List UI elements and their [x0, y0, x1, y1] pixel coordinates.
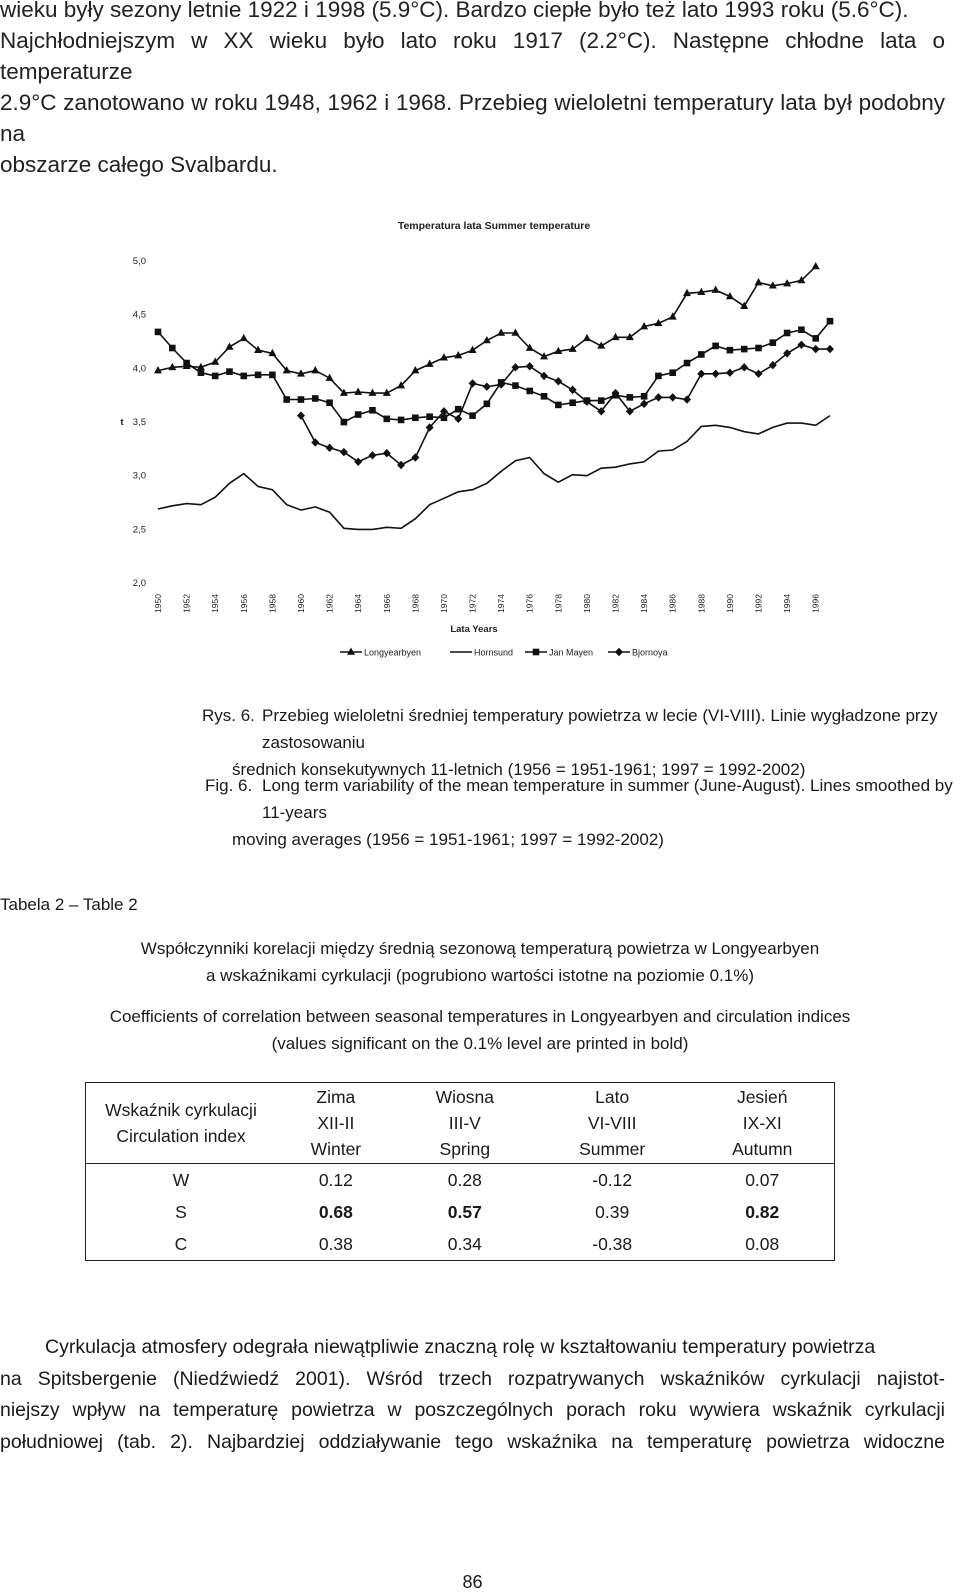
data-point-diamond	[311, 438, 319, 446]
x-axis-label: Lata Years	[450, 624, 498, 635]
x-tick-label: 1960	[295, 594, 306, 613]
data-point-square	[469, 412, 476, 419]
data-point-square	[240, 373, 247, 380]
header-index-pl: Wskaźnik cyrkulacji	[105, 1100, 257, 1120]
data-point-diamond	[669, 393, 677, 401]
body-line: południowej (tab. 2). Najbardziej oddziaływanie tego wskaźnika na temperaturę powietrza widoczne	[0, 1430, 945, 1453]
intro-line: 2.9°C zanotowano w roku 1948, 1962 i 1968. Przebieg wieloletni temperatury lata był podobny na	[0, 90, 945, 146]
data-point-diamond	[826, 345, 834, 353]
table-title-pl	[0, 935, 960, 989]
data-point-diamond	[740, 363, 748, 371]
data-point-square	[398, 417, 405, 424]
series-line-hornsund	[158, 416, 830, 530]
y-tick-label: 4,5	[132, 309, 146, 321]
figure-caption-pl	[0, 702, 960, 783]
x-tick-label: 1972	[467, 594, 478, 613]
data-point-square	[812, 335, 819, 342]
x-tick-label: 1990	[724, 594, 735, 613]
header-index-en: Circulation index	[116, 1126, 246, 1146]
data-point-square	[298, 396, 305, 403]
y-tick-label: 2,0	[132, 578, 146, 589]
caption-line: Przebieg wieloletni średniej temperatury powietrza w lecie (VI-VIII). Linie wygładzone przy zastosowaniu	[262, 706, 938, 752]
intro-line: Najchłodniejszym w XX wieku było lato roku 1917 (2.2°C). Następne chłodne lata o temperaturze	[0, 28, 945, 84]
header-spring	[396, 1083, 534, 1164]
data-point-square	[727, 347, 734, 354]
data-point-square	[641, 393, 648, 400]
data-point-diamond	[526, 362, 534, 370]
page-number: 86	[462, 1572, 483, 1592]
value-cell: 0.57	[447, 1201, 482, 1222]
data-point-diamond	[354, 458, 362, 466]
data-point-square	[269, 372, 276, 379]
legend-label: Bjornoya	[632, 647, 668, 658]
data-point-square	[827, 318, 834, 325]
value-cell: 0.38	[318, 1233, 353, 1254]
index-cell: W	[172, 1169, 190, 1190]
caption-line: średnich konsekutywnych 11-letnich (1956 = 1951-1961; 1997 = 1992-2002)	[232, 760, 806, 779]
value-cell: 0.12	[318, 1169, 353, 1190]
x-tick-label: 1956	[238, 594, 249, 613]
body-paragraph	[0, 1332, 945, 1458]
data-point-square	[555, 402, 562, 409]
legend-marker-triangle	[347, 648, 355, 655]
data-point-diamond	[683, 395, 691, 403]
y-tick-label: 5,0	[132, 256, 146, 267]
x-tick-label: 1992	[753, 594, 764, 613]
data-point-triangle	[755, 278, 763, 285]
body-line: Cyrkulacja atmosfery odegrała niewątpliwie znaczną rolę w kształtowaniu temperatury powietrza	[45, 1336, 876, 1358]
x-tick-label: 1968	[410, 594, 421, 613]
x-tick-label: 1952	[181, 594, 192, 613]
season-months: XII-II	[317, 1113, 355, 1133]
intro-paragraph	[0, 0, 945, 180]
data-point-diamond	[554, 377, 562, 385]
header-index	[86, 1083, 277, 1164]
data-point-square	[326, 399, 333, 406]
x-tick-label: 1986	[667, 594, 678, 613]
data-point-diamond	[454, 415, 462, 423]
body-line: na Spitsbergenie (Niedźwiedź 2001). Wśród trzech rozpatrywanych wskaźników cyrkulacji najistot-	[0, 1367, 945, 1390]
x-tick-label: 1980	[581, 594, 592, 613]
season-pl: Lato	[595, 1087, 630, 1107]
series-line-bjornoya	[301, 345, 830, 465]
season-pl: Jesień	[736, 1087, 788, 1107]
data-point-square	[255, 372, 262, 379]
data-point-diamond	[712, 370, 720, 378]
x-tick-label: 1970	[438, 594, 449, 613]
season-months: IX-XI	[742, 1113, 782, 1133]
data-point-square	[312, 395, 319, 402]
season-en: Autumn	[732, 1139, 793, 1159]
data-point-square	[755, 345, 762, 352]
x-tick-label: 1958	[267, 594, 278, 613]
table-title-line: a wskaźnikami cyrkulacji (pogrubiono wartości istotne na poziomie 0.1%)	[205, 966, 755, 985]
data-point-square	[741, 346, 748, 353]
correlation-table	[85, 1082, 835, 1261]
data-point-square	[512, 382, 519, 389]
figure-caption-en	[0, 772, 960, 853]
x-tick-label: 1988	[696, 594, 707, 613]
data-point-square	[283, 396, 290, 403]
data-point-square	[369, 407, 376, 414]
value-cell: 0.08	[745, 1233, 780, 1254]
data-point-triangle	[497, 328, 505, 335]
season-en: Spring	[439, 1139, 491, 1159]
body-line: niejszy wpływ na temperaturę powietrza w poszczególnych porach roku wywiera wskaźnik cyrkulacji	[0, 1399, 945, 1421]
y-tick-label: 4,0	[132, 363, 146, 375]
summer-temperature-chart	[100, 205, 860, 685]
x-tick-label: 1964	[353, 594, 364, 613]
x-tick-label: 1994	[782, 594, 793, 613]
caption-line: Long term variability of the mean temperature in summer (June-August). Lines smoothed by 11-years	[262, 776, 953, 822]
y-tick-label: 3,0	[132, 470, 146, 482]
data-point-diamond	[411, 453, 419, 461]
data-point-square	[627, 394, 634, 401]
data-point-diamond	[697, 370, 705, 378]
table-row	[86, 1228, 835, 1261]
data-point-square	[698, 351, 705, 358]
legend-marker-diamond	[615, 648, 623, 656]
data-point-square	[412, 414, 419, 421]
season-months: VI-VIII	[587, 1113, 637, 1133]
table-title-line: Coefficients of correlation between seasonal temperatures in Longyearbyen and circulation indices	[109, 1007, 851, 1026]
chart-title: Temperatura lata Summer temperature	[397, 220, 591, 232]
y-tick-label: 2,5	[132, 524, 146, 536]
data-point-square	[226, 368, 233, 375]
data-point-square	[155, 329, 162, 336]
data-point-square	[426, 413, 433, 420]
value-cell: 0.68	[318, 1201, 353, 1222]
value-cell: -0.12	[592, 1169, 633, 1190]
intro-line: obszarze całego Svalbardu.	[0, 152, 278, 177]
y-axis-label: t	[120, 417, 124, 428]
figure-label-en: Fig. 6.	[205, 776, 253, 795]
table-title-line: Współczynniki korelacji między średnią sezonową temperaturą powietrza w Longyearbyen	[140, 939, 820, 958]
header-summer	[534, 1083, 691, 1164]
legend-label: Longyearbyen	[364, 647, 422, 658]
data-point-diamond	[340, 448, 348, 456]
x-tick-label: 1978	[553, 594, 564, 613]
x-tick-label: 1996	[810, 594, 821, 613]
value-cell: 0.28	[447, 1169, 482, 1190]
data-point-diamond	[483, 382, 491, 390]
data-point-diamond	[640, 400, 648, 408]
season-en: Summer	[579, 1139, 646, 1159]
data-point-diamond	[812, 345, 820, 353]
data-point-triangle	[469, 346, 477, 353]
value-cell: 0.39	[595, 1201, 630, 1222]
table-header-row	[86, 1083, 835, 1164]
x-tick-label: 1976	[524, 594, 535, 613]
index-cell: C	[174, 1233, 188, 1254]
data-point-square	[212, 373, 219, 380]
value-cell: 0.82	[745, 1201, 780, 1222]
table-title-en	[0, 1003, 960, 1057]
data-point-square	[355, 411, 362, 418]
data-point-diamond	[726, 369, 734, 377]
value-cell: 0.34	[447, 1233, 482, 1254]
data-point-square	[484, 401, 491, 408]
season-pl: Zima	[316, 1087, 356, 1107]
data-point-square	[655, 373, 662, 380]
data-point-triangle	[240, 334, 248, 341]
x-tick-label: 1982	[610, 594, 621, 613]
data-point-square	[183, 360, 190, 367]
data-point-diamond	[297, 411, 305, 419]
data-point-triangle	[626, 333, 634, 340]
data-point-triangle	[511, 328, 519, 335]
intro-line: wieku były sezony letnie 1922 i 1998 (5.9°C). Bardzo ciepłe było też lato 1993 roku (5.6°C).	[0, 0, 909, 22]
legend-marker-square	[533, 649, 540, 656]
data-point-square	[598, 397, 605, 404]
data-point-square	[198, 369, 205, 376]
x-tick-label: 1966	[381, 594, 392, 613]
legend-label: Hornsund	[474, 647, 514, 658]
x-tick-label: 1950	[153, 594, 163, 613]
x-tick-label: 1954	[210, 594, 221, 613]
data-point-triangle	[354, 388, 362, 395]
data-point-square	[541, 393, 548, 400]
table-title-line: (values significant on the 0.1% level are printed in bold)	[271, 1034, 689, 1053]
value-cell: 0.07	[745, 1169, 780, 1190]
data-point-diamond	[326, 444, 334, 452]
x-tick-label: 1984	[639, 594, 650, 613]
figure-label-pl: Rys. 6.	[202, 706, 255, 725]
data-point-square	[712, 343, 719, 350]
season-months: III-V	[448, 1113, 481, 1133]
data-point-square	[526, 388, 533, 395]
table-label: Tabela 2 – Table 2	[0, 895, 138, 914]
value-cell: -0.38	[592, 1233, 633, 1254]
season-en: Winter	[310, 1139, 362, 1159]
legend-label: Jan Mayen	[549, 647, 594, 658]
data-point-square	[684, 360, 691, 367]
data-point-square	[798, 326, 805, 333]
data-point-diamond	[368, 451, 376, 459]
season-pl: Wiosna	[435, 1087, 494, 1107]
x-tick-label: 1962	[324, 594, 335, 613]
data-point-square	[669, 369, 676, 376]
data-point-triangle	[712, 286, 720, 293]
data-point-square	[341, 419, 348, 426]
data-point-triangle	[583, 334, 591, 341]
y-tick-label: 3,5	[132, 417, 146, 428]
data-point-diamond	[654, 393, 662, 401]
data-point-diamond	[755, 370, 763, 378]
index-cell: S	[175, 1201, 187, 1222]
caption-line: moving averages (1956 = 1951-1961; 1997 = 1992-2002)	[232, 830, 664, 849]
x-tick-label: 1974	[496, 594, 507, 613]
table-row	[86, 1196, 835, 1228]
data-point-triangle	[254, 346, 262, 353]
data-point-diamond	[540, 372, 548, 380]
data-point-triangle	[612, 333, 620, 340]
data-point-square	[169, 345, 176, 352]
data-point-square	[383, 416, 390, 423]
data-point-square	[770, 339, 777, 346]
data-point-square	[569, 399, 576, 406]
header-autumn	[690, 1083, 834, 1164]
data-point-square	[784, 330, 791, 337]
data-point-triangle	[569, 345, 577, 352]
header-winter	[276, 1083, 396, 1164]
data-point-diamond	[469, 379, 477, 387]
data-point-diamond	[797, 341, 805, 349]
data-point-triangle	[311, 366, 319, 373]
table-row	[86, 1164, 835, 1197]
data-point-triangle	[812, 262, 820, 269]
